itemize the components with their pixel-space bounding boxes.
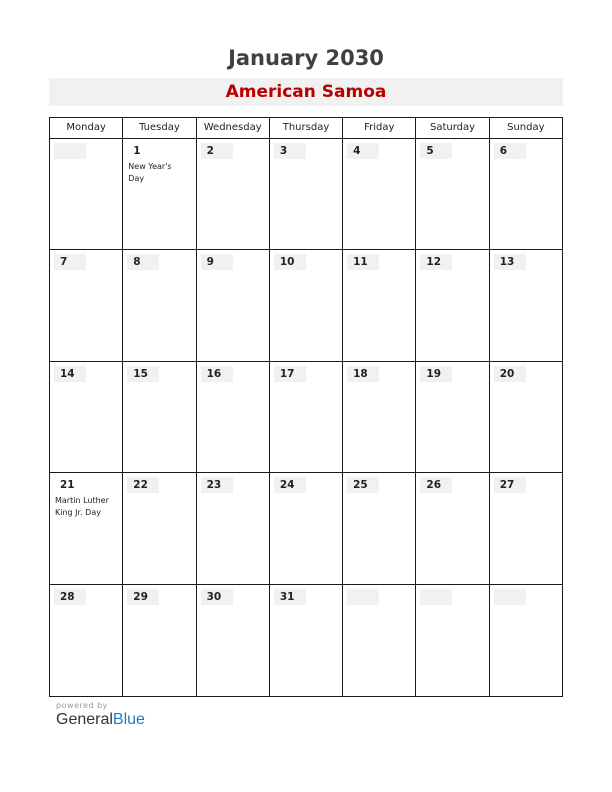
day-number: 18 (347, 366, 379, 382)
week-row (50, 250, 562, 361)
day-number: 11 (347, 254, 379, 270)
day-cell (197, 585, 270, 696)
day-cell (343, 585, 416, 696)
day-number: 19 (420, 366, 452, 382)
country-banner (49, 78, 563, 106)
day-number: 23 (201, 477, 233, 493)
day-number: 29 (127, 589, 159, 605)
day-number: 22 (127, 477, 159, 493)
day-number: 10 (274, 254, 306, 270)
day-number: 9 (201, 254, 233, 270)
day-number: 3 (274, 143, 306, 159)
day-cell (270, 139, 343, 249)
powered-by-text: powered by (56, 701, 108, 710)
weekday-header: Wednesday (197, 118, 270, 138)
day-cell (123, 362, 196, 472)
week-row (50, 362, 562, 473)
day-number: 28 (54, 589, 86, 605)
day-cell (343, 250, 416, 360)
day-number: 24 (274, 477, 306, 493)
weekday-header: Thursday (270, 118, 343, 138)
country-name: American Samoa (225, 82, 387, 102)
brand-general-text: General (56, 711, 113, 728)
brand-blue-text: Blue (112, 711, 145, 728)
day-number: 1 (133, 145, 141, 157)
day-cell (490, 585, 562, 696)
day-number: 27 (494, 477, 526, 493)
day-cell (490, 362, 562, 472)
day-cell (123, 473, 196, 583)
day-cell (416, 362, 489, 472)
day-number (494, 589, 526, 605)
day-cell (343, 473, 416, 583)
day-cell (123, 139, 196, 249)
day-number (420, 589, 452, 605)
day-cell (270, 250, 343, 360)
day-cell (50, 362, 123, 472)
day-cell (50, 139, 123, 249)
day-number: 5 (420, 143, 452, 159)
day-number: 20 (494, 366, 526, 382)
day-cell (50, 585, 123, 696)
day-cell (490, 139, 562, 249)
day-cell (270, 473, 343, 583)
day-cell (270, 362, 343, 472)
day-cell (197, 250, 270, 360)
day-number: 17 (274, 366, 306, 382)
day-number (347, 589, 379, 605)
day-cell (416, 473, 489, 583)
weekday-header: Friday (343, 118, 416, 138)
holiday-label: Martin Luther King Jr. Day (55, 496, 109, 517)
weekday-header-row (50, 118, 562, 139)
day-cell (197, 139, 270, 249)
calendar-title: January 2030 (228, 46, 384, 70)
day-cell (270, 585, 343, 696)
day-number: 15 (127, 366, 159, 382)
weekday-header: Tuesday (123, 118, 196, 138)
weeks-container (50, 139, 562, 696)
day-cell (416, 250, 489, 360)
day-cell (197, 473, 270, 583)
day-number: 2 (201, 143, 233, 159)
day-number: 8 (127, 254, 159, 270)
day-cell (343, 139, 416, 249)
calendar-grid (49, 117, 563, 697)
day-cell (416, 139, 489, 249)
week-row (50, 585, 562, 696)
day-cell (416, 585, 489, 696)
day-number: 31 (274, 589, 306, 605)
day-cell (490, 250, 562, 360)
day-number: 21 (60, 479, 75, 492)
day-cell (343, 362, 416, 472)
day-cell (50, 473, 123, 583)
day-cell (123, 250, 196, 360)
day-cell (50, 250, 123, 360)
generalblue-logo[interactable] (56, 711, 145, 729)
weekday-header: Sunday (507, 122, 545, 133)
day-cell (197, 362, 270, 472)
day-number: 26 (420, 477, 452, 493)
day-cell (123, 585, 196, 696)
footer (56, 701, 145, 729)
day-number: 12 (420, 254, 452, 270)
weekday-header: Saturday (416, 118, 489, 138)
day-number: 13 (494, 254, 526, 270)
day-number: 16 (201, 366, 233, 382)
day-number: 30 (201, 589, 233, 605)
day-cell (490, 473, 562, 583)
week-row (50, 139, 562, 250)
day-number: 25 (347, 477, 379, 493)
week-row (50, 473, 562, 584)
day-number: 6 (494, 143, 526, 159)
weekday-header: Monday (50, 118, 123, 138)
day-number: 7 (54, 254, 86, 270)
holiday-label: New Year's Day (128, 162, 172, 183)
day-number: 4 (347, 143, 379, 159)
day-number (54, 143, 86, 159)
day-number: 14 (54, 366, 86, 382)
